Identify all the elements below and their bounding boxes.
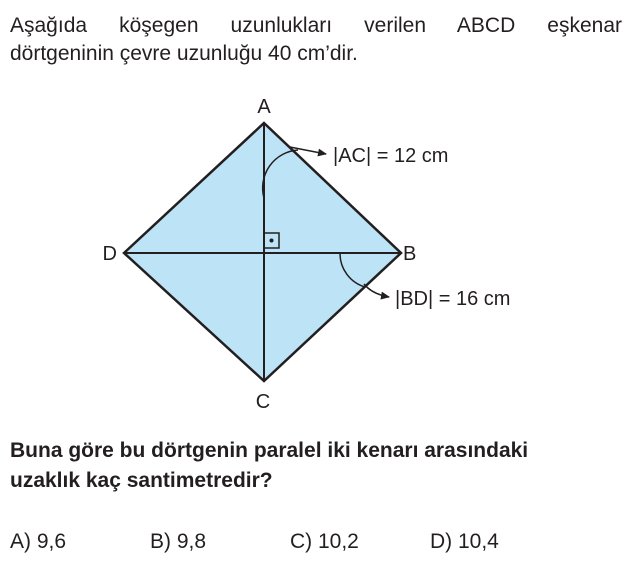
question-line-2: uzaklık kaç santimetredir?: [10, 469, 273, 492]
vertex-label-d: D: [102, 243, 117, 265]
question-text: [10, 436, 625, 496]
vertex-label-a: A: [257, 96, 271, 118]
question-line-1: Buna göre bu dörtgenin paralel iki kenarı arasındaki: [10, 439, 529, 462]
intro-line-2: dörtgeninin çevre uzunluğu 40 cm’dir.: [10, 42, 358, 65]
choice-a[interactable]: A) 9,6: [10, 530, 67, 553]
answer-choices: [0, 527, 631, 557]
ac-length-label: |AC| = 12 cm: [333, 145, 449, 167]
choice-c[interactable]: C) 10,2: [290, 530, 359, 553]
arrow-to-bd-label: [364, 284, 389, 297]
bd-length-label: |BD| = 16 cm: [395, 288, 511, 310]
choice-d[interactable]: D) 10,4: [430, 530, 499, 553]
vertex-label-b: B: [403, 243, 417, 265]
vertex-label-c: C: [255, 391, 271, 413]
intro-line-1: Aşağıda köşegen uzunlukları verilen ABCD eşkenar: [10, 14, 622, 37]
choice-b[interactable]: B) 9,8: [150, 530, 207, 553]
right-angle-dot: [270, 239, 274, 243]
